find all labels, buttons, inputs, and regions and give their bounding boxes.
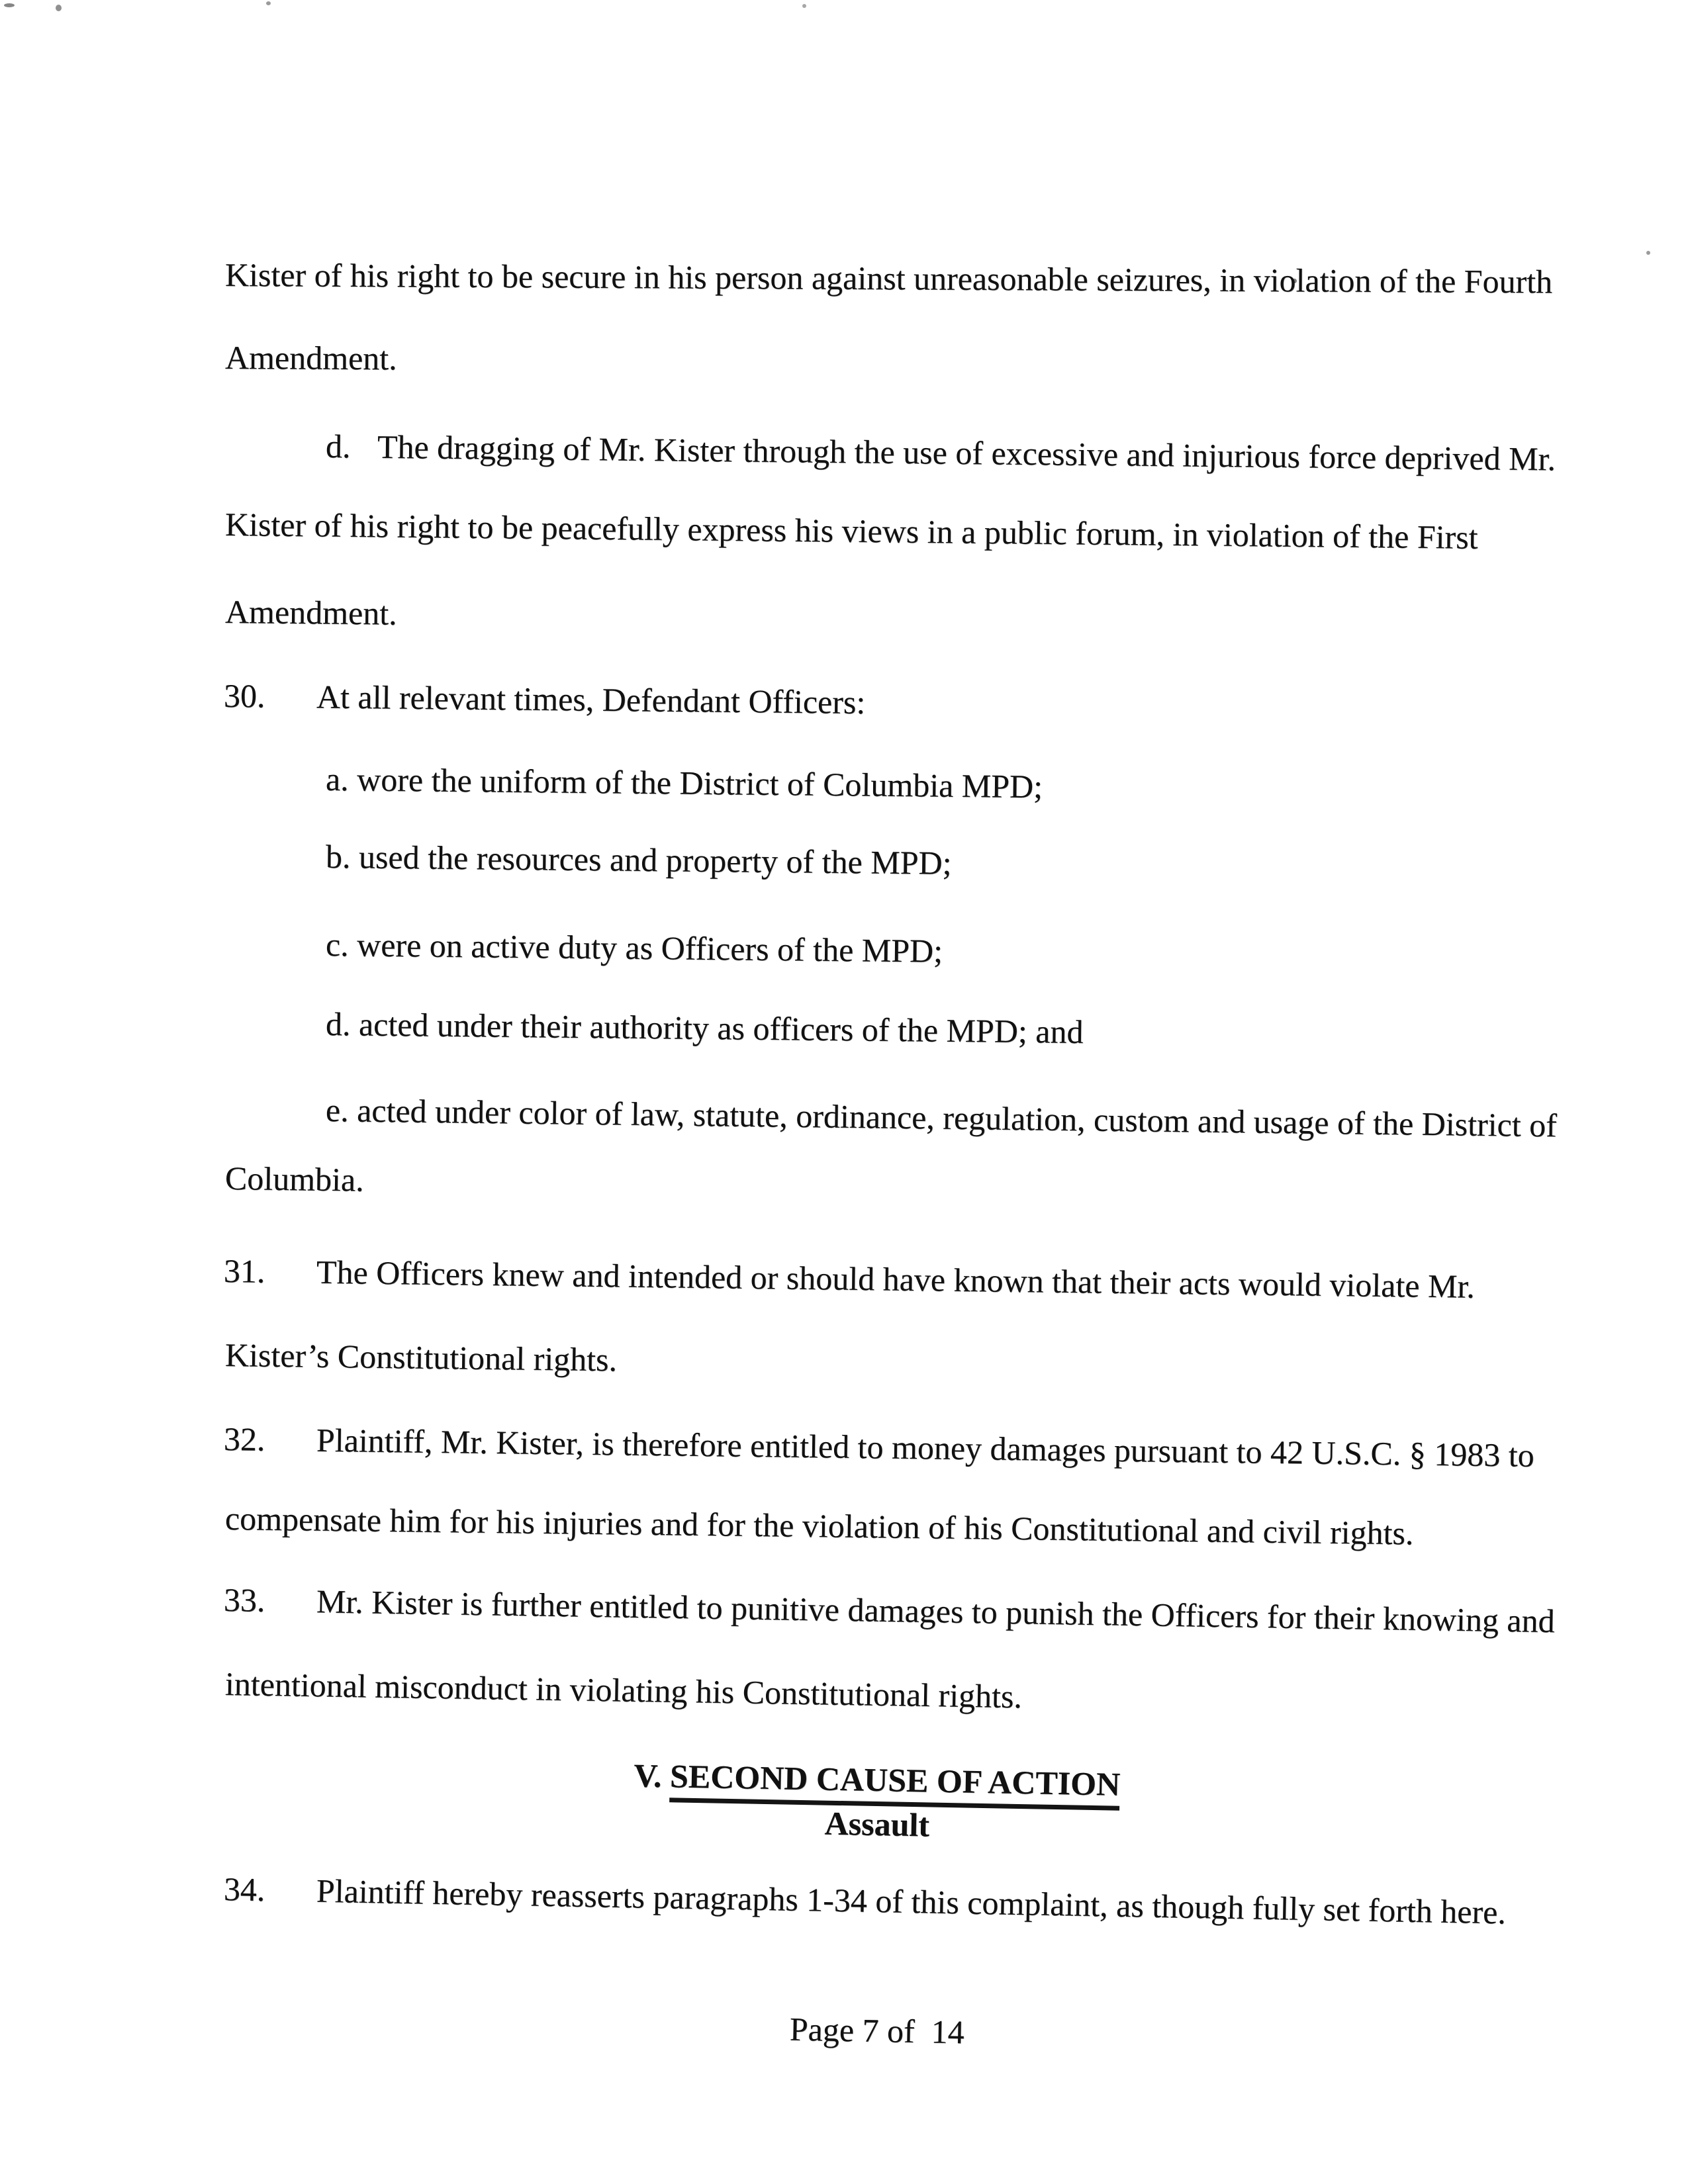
paragraph-30-number: 30. xyxy=(223,677,265,715)
line-07-item-a: a. wore the uniform of the District of Columbia MPD; xyxy=(325,760,1043,805)
page-number: Page 7 of 14 xyxy=(789,2010,965,2051)
section-heading-number: V. xyxy=(633,1756,663,1795)
scan-speck xyxy=(802,4,806,8)
line-06-paragraph-30 xyxy=(224,674,866,724)
line-04-continuation-first-amendment: Kister of his right to be peacefully express his views in a public forum, in violation of the First xyxy=(224,506,1478,556)
line-03-item-d-dragging xyxy=(326,424,1556,480)
paragraph-32-text: Plaintiff, Mr. Kister, is therefore entitled to money damages pursuant to 42 U.S.C. § 1983 to xyxy=(316,1421,1535,1474)
scan-speck xyxy=(266,1,271,5)
line-02-amendment: Amendment. xyxy=(224,339,397,377)
line-08-item-b: b. used the resources and property of the MPD; xyxy=(325,838,952,882)
line-13-paragraph-31 xyxy=(224,1249,1476,1308)
paragraph-34-number: 34. xyxy=(223,1870,266,1909)
paragraph-32-number: 32. xyxy=(223,1420,265,1458)
line-10-item-d: d. acted under their authority as officers of the MPD; and xyxy=(325,1005,1084,1050)
scan-speck xyxy=(4,3,15,7)
line-16-compensate: compensate him for his injuries and for the violation of his Constitutional and civil rights. xyxy=(224,1500,1414,1552)
line-09-item-c: c. were on active duty as Officers of the MPD; xyxy=(325,926,943,970)
paragraph-34-text: Plaintiff hereby reasserts paragraphs 1-34 of this complaint, as though fully set forth here. xyxy=(316,1872,1507,1931)
scan-speck xyxy=(56,5,62,11)
line-15-paragraph-32 xyxy=(224,1417,1535,1477)
paragraph-31-number: 31. xyxy=(223,1252,265,1290)
line-17-paragraph-33 xyxy=(223,1578,1555,1643)
item-d-text: The dragging of Mr. Kister through the use of excessive and injurious force deprived Mr. xyxy=(377,428,1556,478)
line-18-intentional-misconduct: intentional misconduct in violating his Constitutional rights. xyxy=(224,1665,1023,1715)
section-heading-title: SECOND CAUSE OF ACTION xyxy=(669,1757,1120,1810)
paragraph-31-text: The Officers knew and intended or should have known that their acts would violate Mr. xyxy=(316,1253,1476,1305)
line-11-item-e: e. acted under color of law, statute, ordinance, regulation, custom and usage of the District of xyxy=(325,1091,1558,1144)
item-d-label: d. xyxy=(325,428,351,465)
line-01-continuation-fourth-amendment: Kister of his right to be secure in his person against unreasonable seizures, in violation of the Fourth xyxy=(224,256,1553,300)
line-14-kisters-rights: Kister’s Constitutional rights. xyxy=(224,1336,618,1379)
paragraph-33-number: 33. xyxy=(223,1581,265,1619)
scan-speck xyxy=(1646,251,1650,255)
line-12-columbia: Columbia. xyxy=(224,1160,365,1199)
line-21-paragraph-34 xyxy=(223,1867,1506,1934)
paragraph-33-text: Mr. Kister is further entitled to punitive damages to punish the Officers for their knowing and xyxy=(316,1582,1556,1640)
section-subheading: Assault xyxy=(824,1804,930,1844)
paragraph-30-text: At all relevant times, Defendant Officers: xyxy=(316,678,866,721)
line-05-amendment: Amendment. xyxy=(224,593,397,632)
